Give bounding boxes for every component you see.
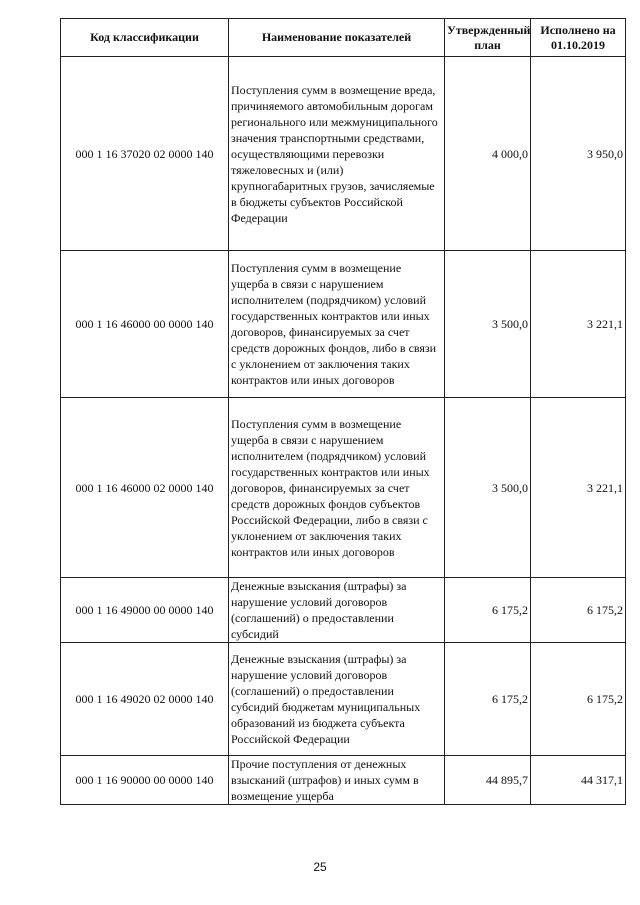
row-plan: 6 175,2	[445, 643, 531, 756]
table-row	[61, 578, 626, 643]
row-code: 000 1 16 90000 00 0000 140	[61, 756, 229, 805]
header-name: Наименование показателей	[229, 19, 445, 57]
page-number: 25	[313, 860, 327, 874]
table-row	[61, 57, 626, 251]
table-row	[61, 643, 626, 756]
row-name: Поступления сумм в возмещение ущерба в связи с нарушением исполнителем (подрядчиком) условий государственных контрактов или иных договоров, финансируемых за счет средств дорожных фондов субъектов Российской Федерации, либо в связи с уклонением от заключения таких контрактов или иных договоров	[229, 398, 445, 578]
revenue-table	[60, 18, 626, 805]
row-name: Поступления сумм в возмещение вреда, причиняемого автомобильным дорогам регионального или межмуниципального значения транспортными средствами, осуществляющими перевозки тяжеловесных и (или) крупногабаритных грузов, зачисляемые в бюджеты субъектов Российской Федерации	[229, 57, 445, 251]
table-row	[61, 251, 626, 398]
row-done: 6 175,2	[531, 578, 626, 643]
table-row	[61, 398, 626, 578]
header-done: Исполнено на 01.10.2019	[531, 19, 626, 57]
row-name: Денежные взыскания (штрафы) за нарушение условий договоров (соглашений) о предоставлении субсидий бюджетам муниципальных образований из бюджета субъекта Российской Федерации	[229, 643, 445, 756]
row-plan: 4 000,0	[445, 57, 531, 251]
table-header-row	[61, 19, 626, 57]
row-name: Поступления сумм в возмещение ущерба в связи с нарушением исполнителем (подрядчиком) условий государственных контрактов или иных договоров, финансируемых за счет средств дорожных фондов, либо в связи с уклонением от заключения таких контрактов или иных договоров	[229, 251, 445, 398]
row-done: 44 317,1	[531, 756, 626, 805]
table-row	[61, 756, 626, 805]
row-plan: 3 500,0	[445, 398, 531, 578]
row-done: 3 950,0	[531, 57, 626, 251]
header-code: Код классификации	[61, 19, 229, 57]
row-done: 3 221,1	[531, 398, 626, 578]
row-plan: 6 175,2	[445, 578, 531, 643]
row-code: 000 1 16 46000 00 0000 140	[61, 251, 229, 398]
row-code: 000 1 16 49000 00 0000 140	[61, 578, 229, 643]
row-plan: 3 500,0	[445, 251, 531, 398]
row-name: Денежные взыскания (штрафы) за нарушение условий договоров (соглашений) о предоставлении субсидий	[229, 578, 445, 643]
row-done: 3 221,1	[531, 251, 626, 398]
row-plan: 44 895,7	[445, 756, 531, 805]
row-name: Прочие поступления от денежных взысканий (штрафов) и иных сумм в возмещение ущерба	[229, 756, 445, 805]
row-code: 000 1 16 46000 02 0000 140	[61, 398, 229, 578]
row-done: 6 175,2	[531, 643, 626, 756]
header-plan: Утвержденный план	[445, 19, 531, 57]
row-code: 000 1 16 49020 02 0000 140	[61, 643, 229, 756]
row-code: 000 1 16 37020 02 0000 140	[61, 57, 229, 251]
